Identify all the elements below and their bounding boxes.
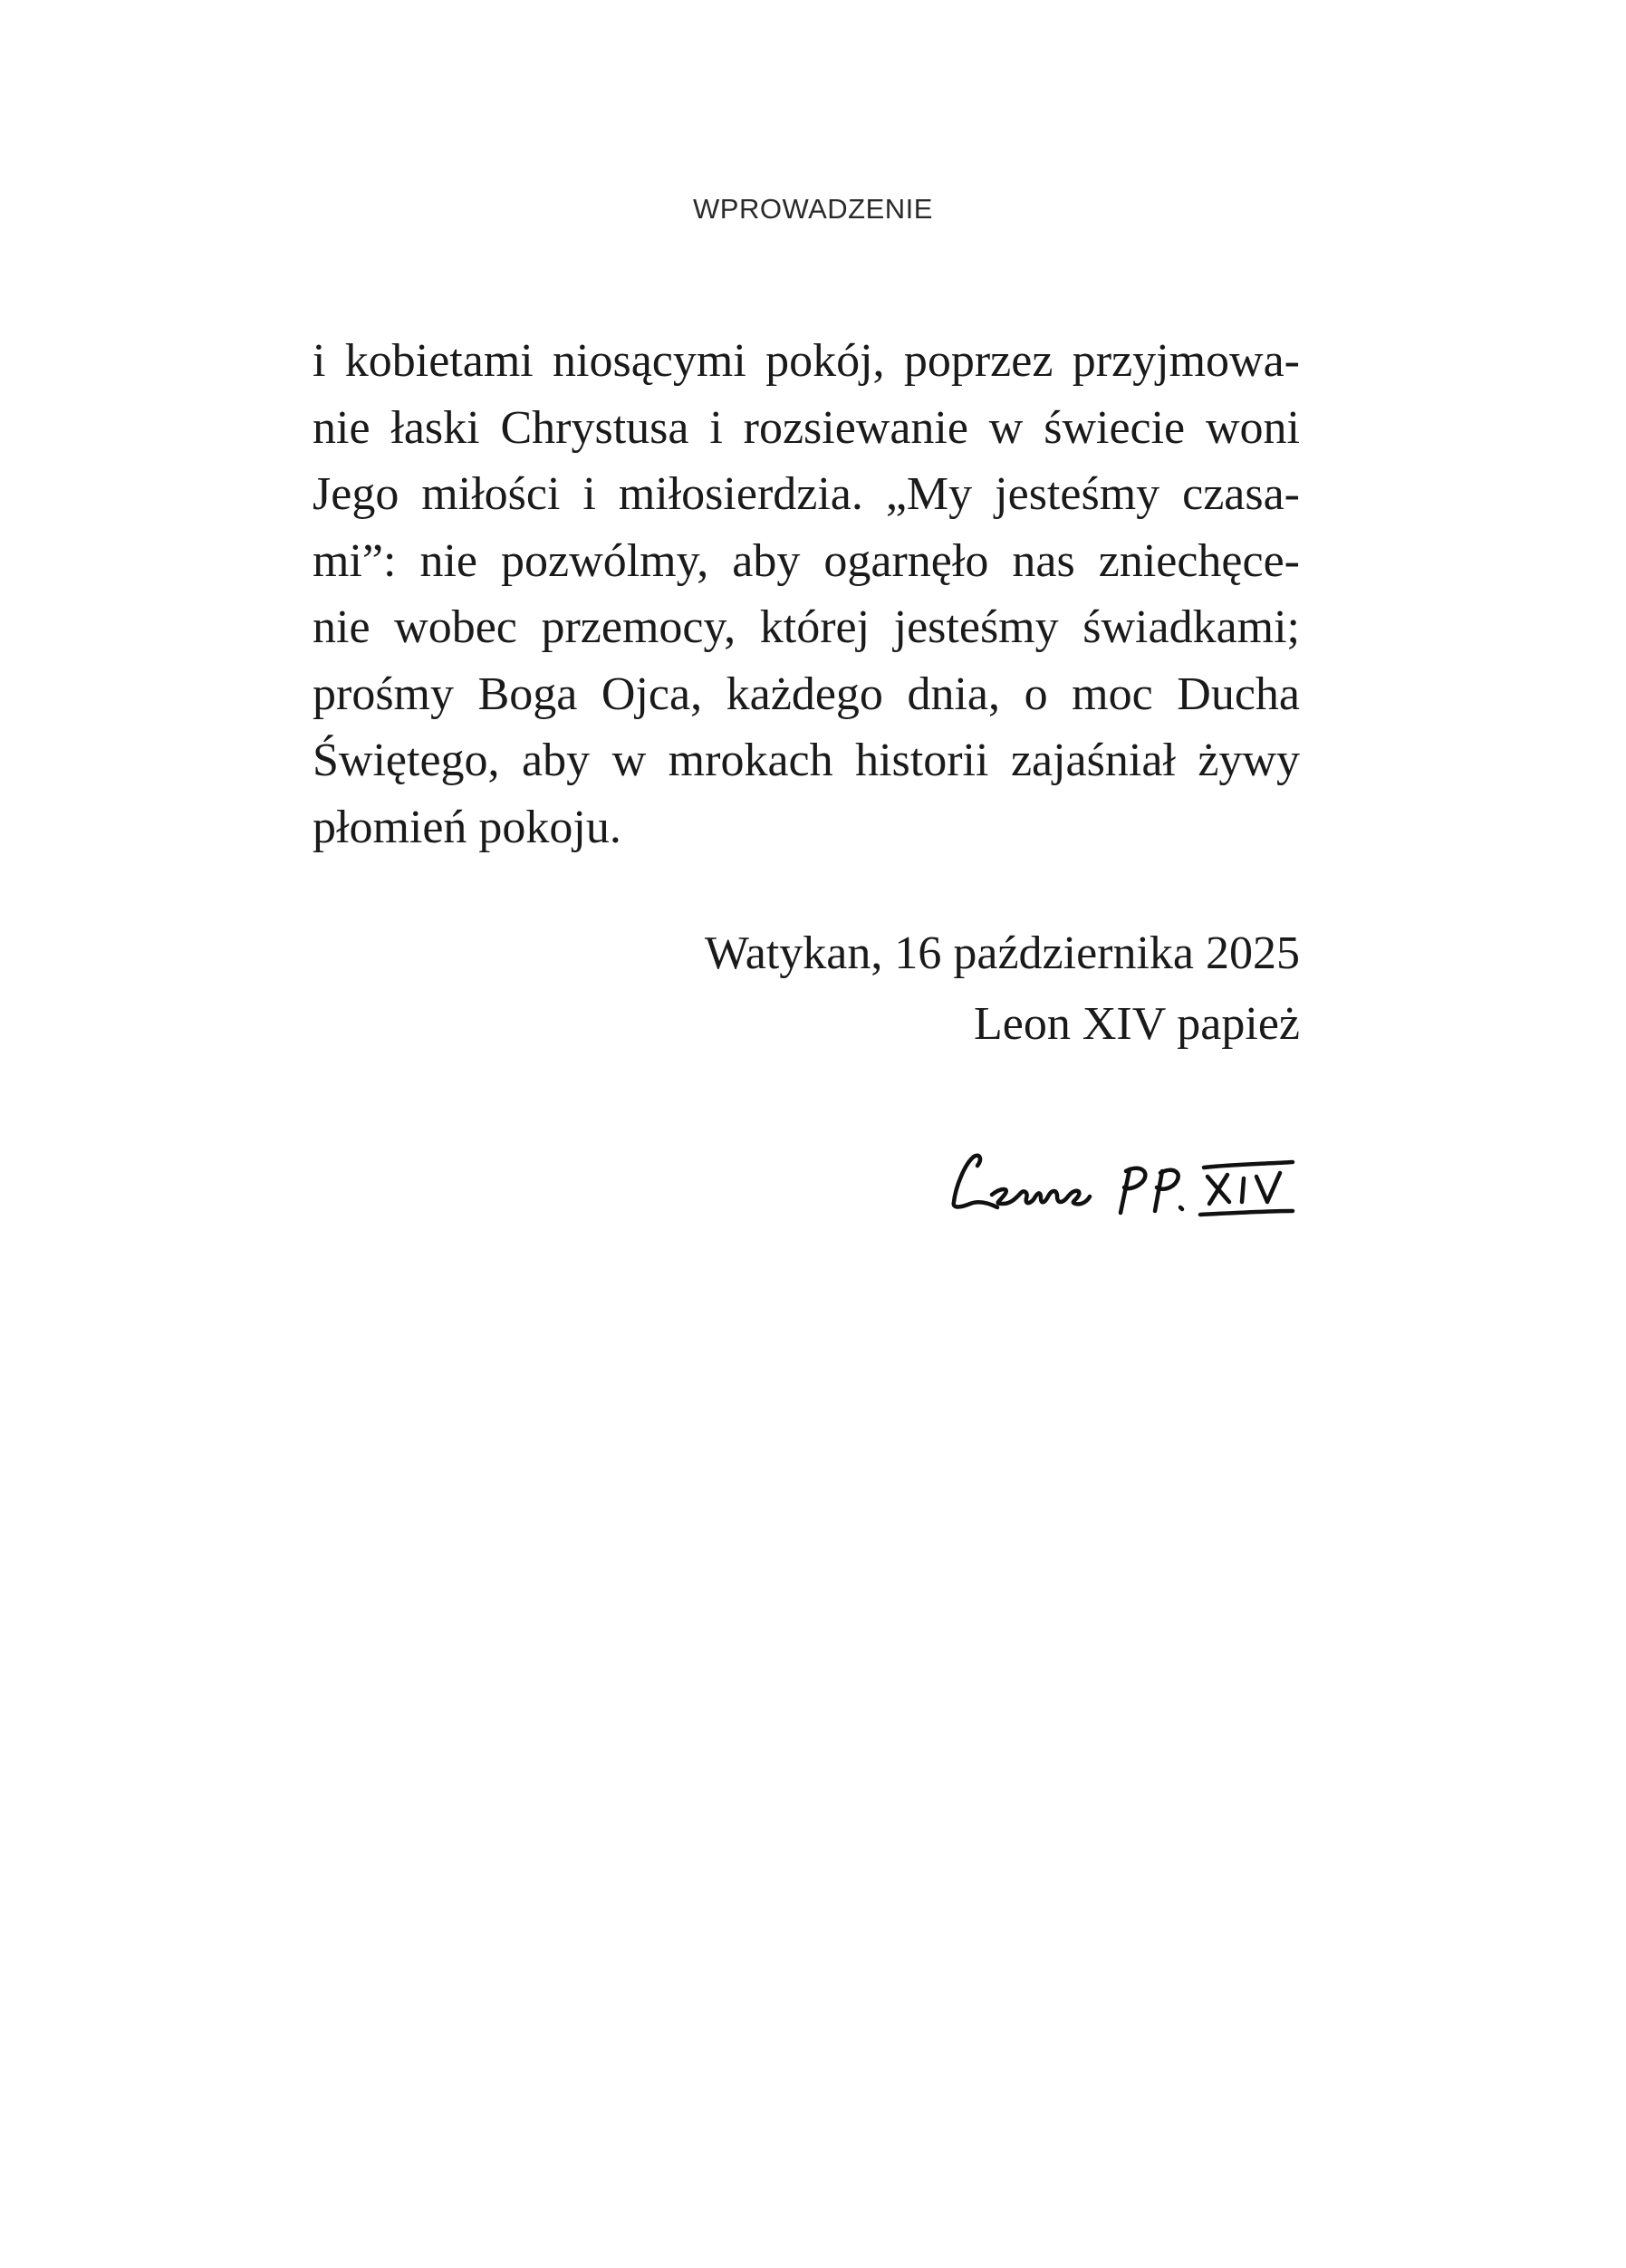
text-line: nie wobec przemocy, której jesteśmy świadkami; xyxy=(313,601,1300,653)
text-line: Świętego, aby w mrokach historii zajaśniał żywy xyxy=(313,735,1300,786)
text-line: prośmy Boga Ojca, każdego dnia, o moc Ducha xyxy=(313,668,1300,720)
text-line: płomień pokoju. xyxy=(313,801,621,853)
handwritten-signature xyxy=(938,1137,1327,1227)
text-line: mi”: nie pozwólmy, aby ogarnęło nas zniechęce- xyxy=(313,534,1300,587)
signature-image xyxy=(938,1137,1327,1227)
place-date: Watykan, 16 października 2025 xyxy=(704,927,1300,979)
running-header: WPROWADZENIE xyxy=(693,193,933,225)
text-line: i kobietami niosącymi pokój, poprzez przyjmowa- xyxy=(313,335,1300,387)
author-line: Leon XIV papież xyxy=(973,998,1300,1050)
body-paragraph xyxy=(313,328,1300,860)
closing-block xyxy=(313,918,1300,1060)
text-line: Jego miłości i miłosierdzia. „My jesteśmy czasa- xyxy=(313,468,1300,520)
text-line: nie łaski Chrystusa i rozsiewanie w świecie woni xyxy=(313,401,1300,454)
